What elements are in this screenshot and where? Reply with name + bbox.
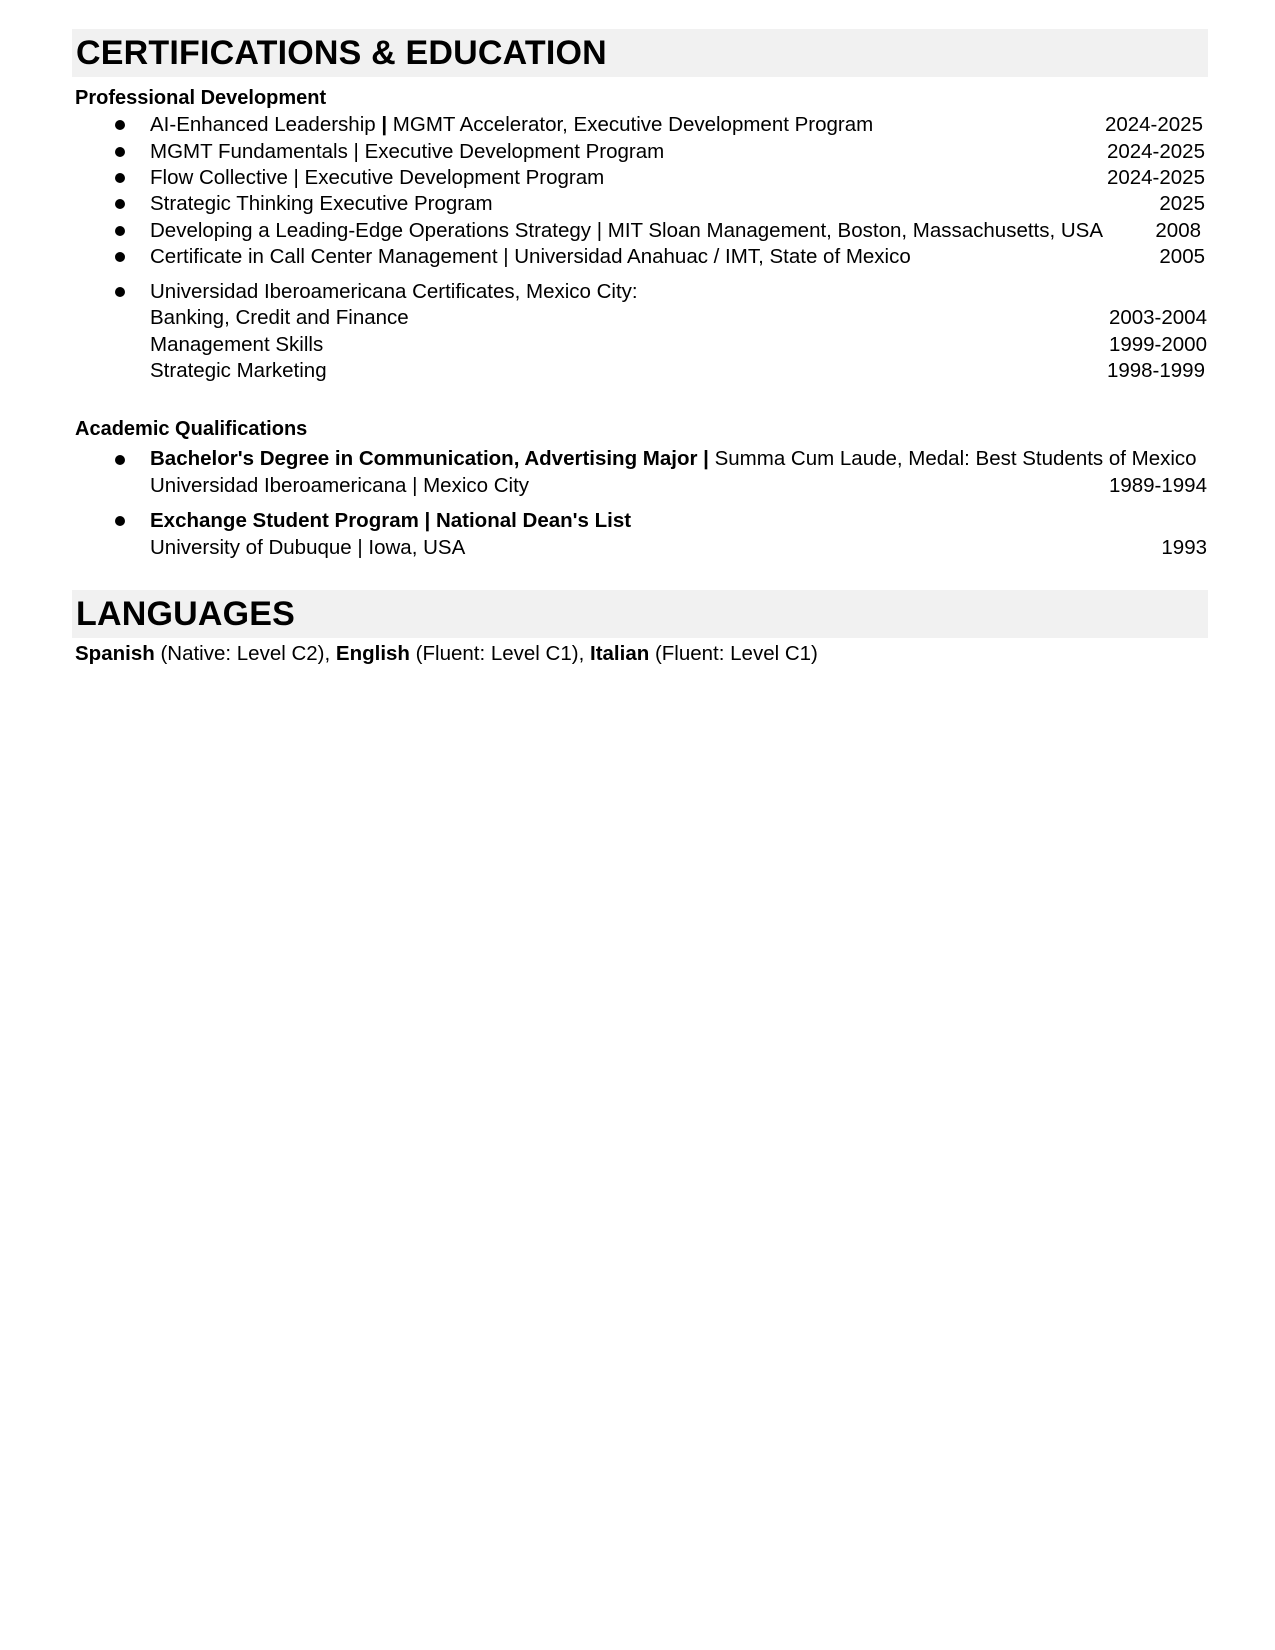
degree-institution bbox=[150, 535, 1207, 561]
language-name: English bbox=[335, 642, 410, 665]
item-text: AI-Enhanced Leadership | MGMT Accelerator, Executive Development Program bbox=[150, 113, 874, 136]
degree-years: 1993 bbox=[1161, 536, 1207, 559]
bullet-icon bbox=[115, 252, 125, 262]
list-item bbox=[150, 191, 1205, 217]
item-text: MGMT Fundamentals | Executive Development Program bbox=[150, 140, 665, 163]
degree-title bbox=[150, 446, 1205, 472]
degree-title bbox=[150, 508, 1205, 534]
institution-text: Universidad Iberoamericana | Mexico City bbox=[150, 474, 530, 497]
list-item bbox=[150, 139, 1205, 165]
bullet-icon bbox=[115, 173, 125, 183]
subheading-academic-qualifications: Academic Qualifications bbox=[75, 418, 308, 440]
item-text: Flow Collective | Executive Development Program bbox=[150, 166, 605, 189]
list-item bbox=[150, 165, 1205, 191]
item-years: 2025 bbox=[1159, 192, 1205, 215]
sub-item-years: 1998-1999 bbox=[1106, 359, 1205, 382]
degree-years: 1989-1994 bbox=[1108, 474, 1207, 497]
list-item bbox=[150, 244, 1205, 270]
item-text: Certificate in Call Center Management | Universidad Anahuac / IMT, State of Mexico bbox=[150, 245, 911, 268]
institution-text: University of Dubuque | Iowa, USA bbox=[150, 536, 466, 559]
item-years: 2024-2025 bbox=[1104, 113, 1203, 136]
list-item bbox=[150, 112, 1203, 138]
bullet-icon bbox=[115, 287, 125, 297]
sub-item bbox=[150, 358, 1205, 384]
bullet-icon bbox=[115, 516, 125, 526]
item-text: Strategic Thinking Executive Program bbox=[150, 192, 493, 215]
subheading-professional-development: Professional Development bbox=[75, 87, 327, 109]
item-text: Developing a Leading-Edge Operations Strategy | MIT Sloan Management, Boston, Massachusetts, USA bbox=[150, 219, 1104, 242]
degree-institution bbox=[150, 473, 1207, 499]
bullet-icon bbox=[115, 199, 125, 209]
languages-line: Spanish (Native: Level C2), English (Fluent: Level C1), Italian (Fluent: Level C1) bbox=[75, 642, 818, 665]
bullet-icon bbox=[115, 455, 125, 465]
section-title-certifications: CERTIFICATIONS & EDUCATION bbox=[76, 34, 607, 72]
degree-text: Bachelor's Degree in Communication, Advertising Major | Summa Cum Laude, Medal: Best Students of Mexico bbox=[150, 447, 1197, 470]
item-years: 2024-2025 bbox=[1106, 140, 1205, 163]
bullet-icon bbox=[115, 226, 125, 236]
language-name: Spanish bbox=[75, 642, 155, 665]
language-level: (Fluent: Level C1) bbox=[409, 642, 579, 665]
section-title-languages: LANGUAGES bbox=[76, 595, 296, 633]
sub-item-text: Strategic Marketing bbox=[150, 359, 327, 382]
language-level: (Native: Level C2) bbox=[154, 642, 325, 665]
bullet-icon bbox=[115, 147, 125, 157]
language-name: Italian bbox=[590, 642, 650, 665]
sub-item-text: Management Skills bbox=[150, 333, 324, 356]
item-years: 2008 bbox=[1155, 219, 1201, 242]
sub-item-text: Banking, Credit and Finance bbox=[150, 306, 409, 329]
list-item-ibero bbox=[150, 279, 1205, 305]
sub-item bbox=[150, 305, 1207, 331]
language-level: (Fluent: Level C1) bbox=[649, 642, 818, 665]
item-text: Universidad Iberoamericana Certificates, Mexico City: bbox=[150, 280, 638, 303]
sub-item-years: 1999-2000 bbox=[1108, 333, 1207, 356]
bullet-icon bbox=[115, 120, 125, 130]
list-item bbox=[150, 218, 1201, 244]
item-years: 2024-2025 bbox=[1106, 166, 1205, 189]
sub-item-years: 2003-2004 bbox=[1108, 306, 1207, 329]
degree-text: Exchange Student Program | National Dean's List bbox=[150, 509, 632, 532]
sub-item bbox=[150, 332, 1207, 358]
item-years: 2005 bbox=[1159, 245, 1205, 268]
